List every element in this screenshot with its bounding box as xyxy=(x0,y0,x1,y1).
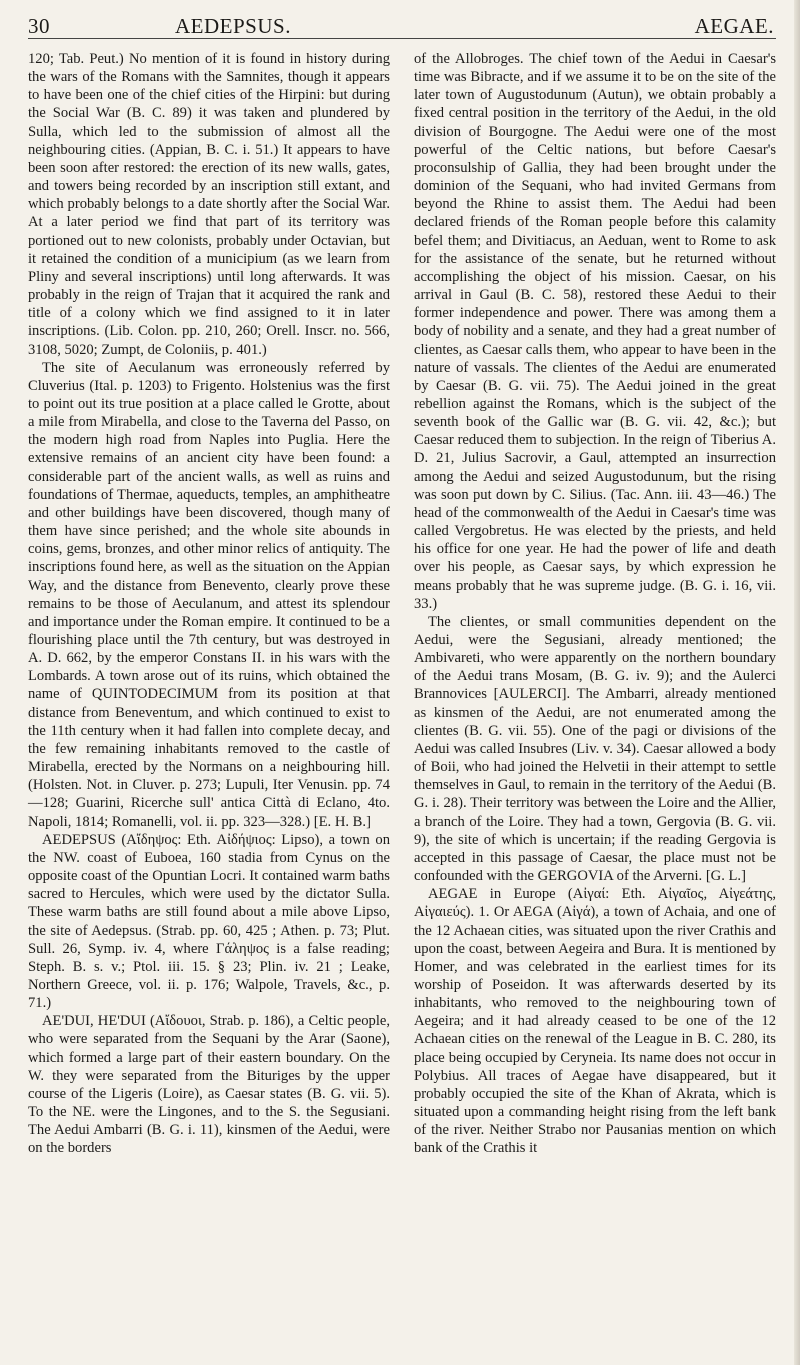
page-number: 30 xyxy=(28,14,50,38)
left-column xyxy=(28,50,390,1158)
entry-aedepsus: AEDEPSUS (Αἴδηψος: Eth. Αἰδήψιος: Lipso), a town on the NW. coast of Euboea, 160 stadia from Cynus on the opposite coast of the Opuntian Locri. It contained warm baths sacred to Hercules, which were used by the dictator Sulla. These warm baths are still found about a mile above Lipso, the site of Aedepsus. (Strab. pp. 60, 425 ; Athen. p. 73; Plut. Sull. 26, Symp. iv. 4, where Γάληψος is a false reading; Steph. B. s. v.; Ptol. iii. 15. § 23; Plin. iv. 21 ; Leake, Northern Greece, vol. ii. p. 176; Walpole, Travels, &c., p. 71.) xyxy=(28,831,390,1012)
entry-aegae: AEGAE in Europe (Αἰγαί: Eth. Αἰγαῖος, Αἰγεάτης, Αἰγαιεύς). 1. Or AEGA (Αἰγά), a town of Achaia, and one of the 12 Achaean cities, was situated upon the river Crathis and upon the coast, between Aegeira and Bura. It is mentioned by Homer, and was celebrated in the earliest times for its worship of Poseidon. It was afterwards deserted by its inhabitants, who removed to the neighbouring town of Aegeira; and it had already ceased to be one of the 12 Achaean cities on the renewal of the League in B. C. 280, its place being occupied by Ceryneia. Its name does not occur in Polybius. All traces of Aegae have disappeared, but it probably occupied the site of the Khan of Akrata, which is situated upon a commanding height rising from the left bank of the river. Neither Strabo nor Pausanias mention on which bank of the Crathis it xyxy=(414,886,776,1157)
right-column xyxy=(414,50,776,1158)
paragraph-aeculanum-site: The site of Aeculanum was erroneously referred by Cluverius (Ital. p. 1203) to Frigento. Holstenius was the first to point out its true position at a place called le Grotte, about a mile from Mirabella, and close to the Taverna del Passo, on the modern high road from Naples into Puglia. Here the extensive remains of an ancient city have been found: a considerable part of the ancient walls, as well as ruins and foundations of Thermae, aqueducts, temples, an amphitheatre and other buildings have been discovered, though many of them have since perished; and the whole site abounds in coins, gems, bronzes, and other minor relics of antiquity. The inscriptions found here, as well as the situation on the Appian Way, and the distance from Benevento, clearly prove these remains to be those of Aeculanum, and attest its splendour and importance under the Roman empire. It continued to be a flourishing place until the 7th century, but was destroyed in A. D. 662, by the emperor Constans II. in his wars with the Lombards. A town arose out of its ruins, which obtained the name of QUINTODECIMUM from its position at that distance from Beneventum, and which continued to exist to the 11th century when it had fallen into complete decay, and the few remaining inhabitants removed to the castle of Mirabella, erected by the Normans on a neighbouring hill. (Holsten. Not. in Cluver. p. 273; Lupuli, Iter Venusin. pp. 74—128; Guarini, Ricerche sull' antica Città di Eclano, 4to. Napoli, 1814; Romanelli, vol. ii. pp. 323—328.) [E. H. B.] xyxy=(28,359,390,830)
paragraph-aeculanum-history: 120; Tab. Peut.) No mention of it is found in history during the wars of the Romans with the Samnites, though it appears to have been one of the chief cities of the Hirpini: but during the Social War (B. C. 89) it was taken and plundered by Sulla, which led to the submission of almost all the neighbouring cities. (Appian, B. C. i. 51.) It appears to have been soon after restored: the erection of its new walls, gates, and towers being recorded by an inscription still extant, and which probably belongs to a date shortly after the Social War. At a later period we find that part of its territory was portioned out to new colonists, probably under Octavian, but it retained the condition of a municipium (as we learn from Pliny and several inscriptions) until long afterwards. It was probably in the reign of Trajan that it acquired the rank and title of a colony which we find assigned to it in later inscriptions. (Lib. Colon. pp. 210, 260; Orell. Inscr. no. 566, 3108, 5020; Zumpt, de Coloniis, p. 401.) xyxy=(28,51,390,358)
running-header xyxy=(28,12,776,44)
header-rule xyxy=(28,38,776,39)
entry-aedui: AE'DUI, HE'DUI (Αἴδουοι, Strab. p. 186), a Celtic people, who were separated from the Sequani by the Arar (Saone), which formed a large part of their eastern boundary. On the W. they were separated from the Bituriges by the upper course of the Ligeris (Loire), as Caesar states (B. G. vii. 5). To the NE. were the Lingones, and to the S. the Segusiani. The Aedui Ambarri (B. G. i. 11), kinsmen of the Aedui, were on the borders xyxy=(28,1013,390,1157)
paragraph-aedui-continued: of the Allobroges. The chief town of the Aedui in Caesar's time was Bibracte, and if we assume it to be on the site of the later town of Augustodunum (Autun), we obtain probably a fixed central position in the territory of the Aedui, in the old division of Bourgogne. The Aedui were one of the most powerful of the Celtic nations, but before Caesar's proconsulship of Gallia, they had been brought under the dominion of the Sequani, who had invited Germans from beyond the Rhine to assist them. The Aedui had been declared friends of the Roman people before this calamity befel them; and Divitiacus, an Aeduan, went to Rome to ask for the assistance of the senate, but he returned without accomplishing the object of his mission. Caesar, on his arrival in Gaul (B. C. 58), restored these Aedui to their former independence and power. There was among them a body of nobility and a senate, and they had a great number of clientes, as Caesar calls them, who appear to have been in the nature of vassals. The clientes of the Aedui are enumerated by Caesar (B. G. vii. 75). The Aedui joined in the great rebellion against the Romans, which is the subject of the seventh book of the Gallic war (B. G. vii. 42, &c.); but Caesar reduced them to subjection. In the reign of Tiberius A. D. 21, Julius Sacrovir, a Gaul, attempted an insurrection among the Aedui and seized Augustodunum, but the rising was soon put down by C. Silius. (Tac. Ann. iii. 43—46.) The head of the commonwealth of the Aedui in Caesar's time was called Vergobretus. He was elected by the priests, and held his office for one year. He had the power of life and death over his people, as Caesar says, by which expression he means probably that he was supreme judge. (B. G. i. 16, vii. 33.) xyxy=(414,51,776,612)
text-columns xyxy=(28,50,776,1158)
header-left-entry: AEDEPSUS. xyxy=(175,14,291,38)
header-right-entry: AEGAE. xyxy=(694,14,774,38)
paragraph-aedui-clientes: The clientes, or small communities dependent on the Aedui, were the Segusiani, already mentioned; the Ambivareti, who were apparently on the northern boundary of the Aedui trans Mosam, (B. G. iv. 9); and the Aulerci Brannovices [AULERCI]. The Ambarri, already mentioned as kinsmen of the Aedui, are not enumerated among the clientes (B. G. vii. 55). One of the pagi or divisions of the Aedui was called Insubres (Liv. v. 34). Caesar allowed a body of Boii, who had joined the Helvetii in their attempt to settle themselves in Gaul, to remain in the territory of the Aedui (B. G. i. 28). Their territory was between the Loire and the Allier, a branch of the Loire. They had a town, Gergovia (B. G. vii. 9), the site of which is uncertain; if the reading Gergovia is accepted in this passage of Caesar, the place must not be confounded with the GERGOVIA of the Arverni. [G. L.] xyxy=(414,613,776,885)
page-edge-shadow xyxy=(794,0,800,1365)
